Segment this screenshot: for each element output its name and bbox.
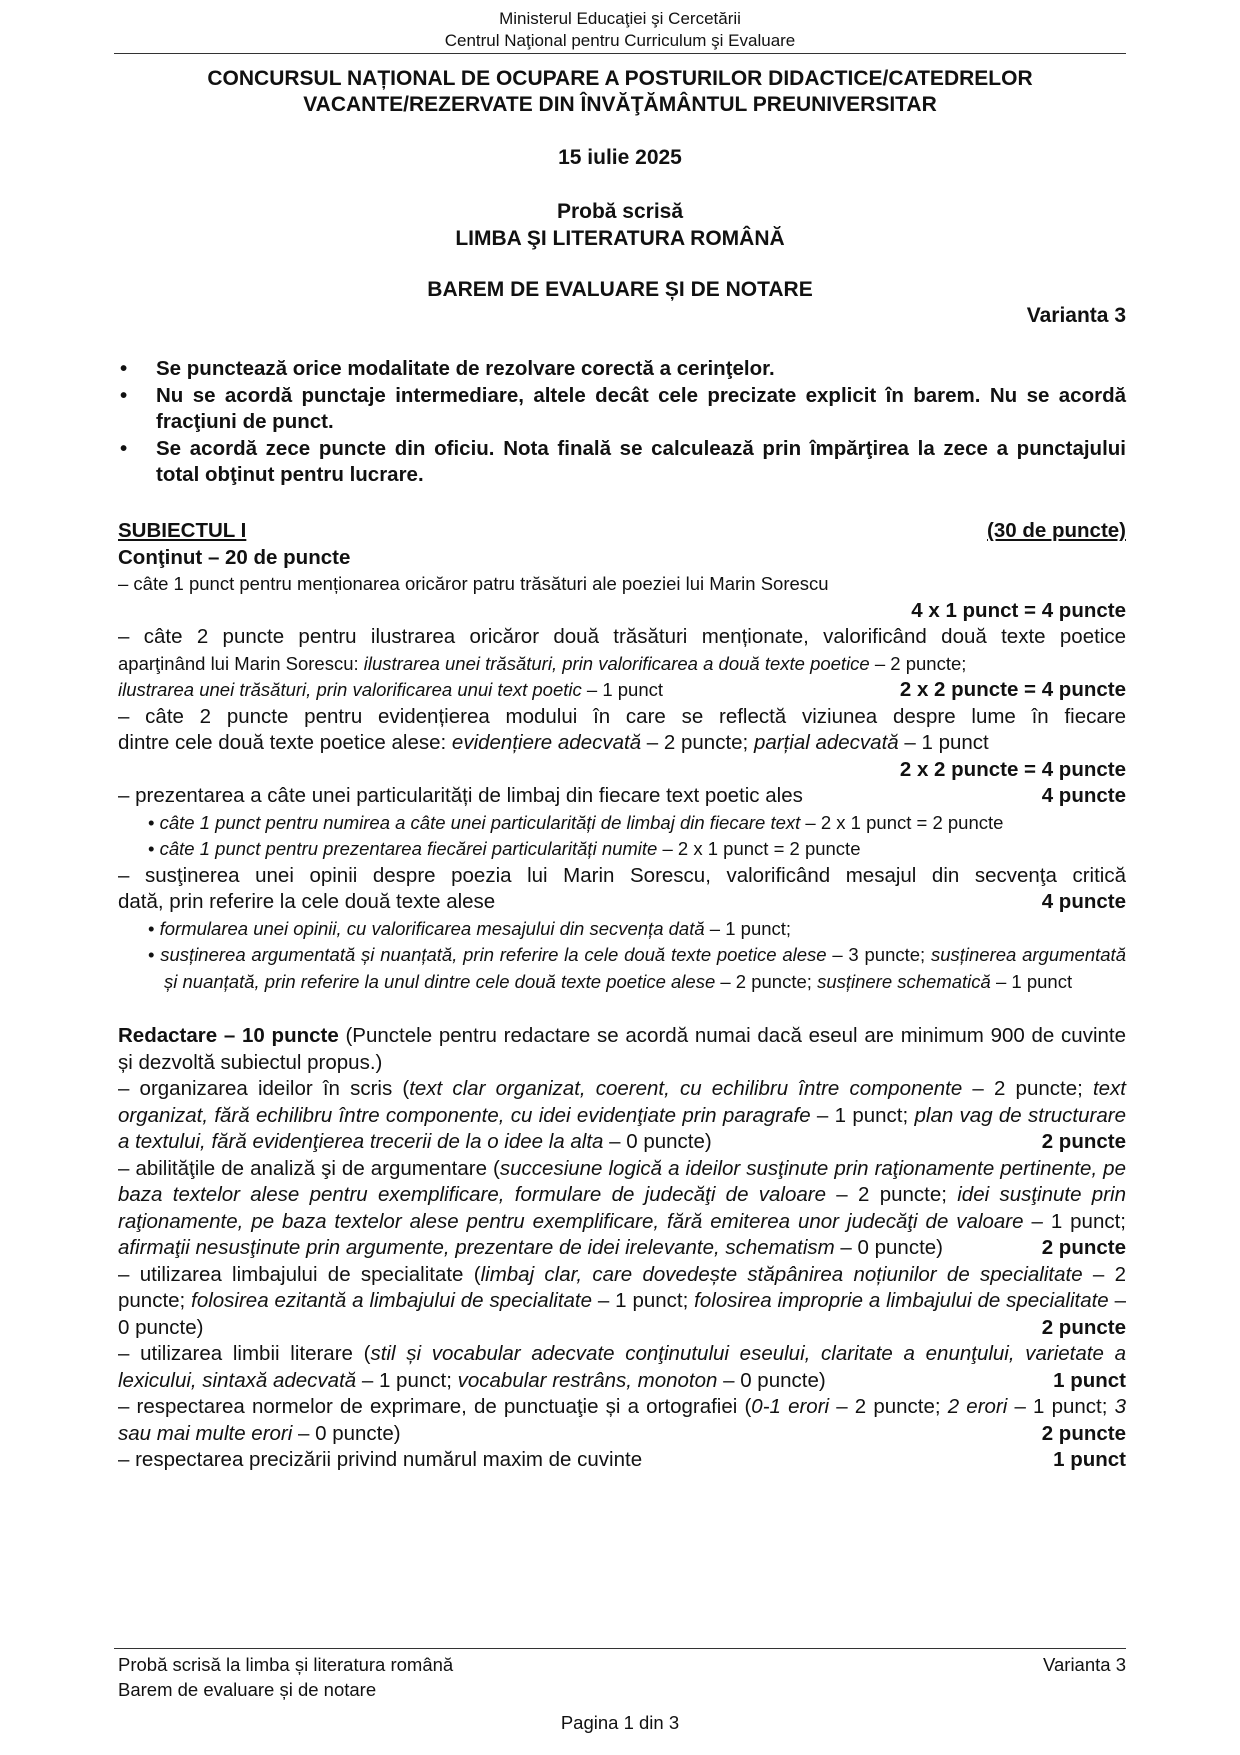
criterion-score: 4 puncte: [1041, 784, 1126, 807]
footer-rule: [114, 1648, 1126, 1649]
criterion-text: – organizarea ideilor în scris (text clar organizat, coerent, cu echilibru între componente – 2 puncte; text organizat, fără echilibru între componente, cu idei evidenţiate prin paragrafe – 1 punct; plan vag de structurare a textului, fără evidenţierea trecerii de la o idee la alta – 0 puncte): [118, 1077, 1126, 1153]
criterion-score: 1 punct: [1053, 1448, 1126, 1471]
exam-type: [114, 198, 1126, 252]
exam-date: 15 iulie 2025: [558, 146, 682, 169]
criterion-score: 2 x 2 puncte = 4 puncte: [899, 678, 1126, 701]
criterion-text: – câte 1 punct pentru menționarea oricăror patru trăsături ale poeziei lui Marin Sorescu: [118, 573, 829, 594]
variant-label: Varianta 3: [1026, 304, 1126, 327]
criterion-score: 1 punct: [1053, 1368, 1126, 1392]
criterion-text: – utilizarea limbii literare (stil și vocabular adecvate conţinutului eseului, claritate a enunţului, varietate a lexicului, sintaxă adecvată – 1 punct; vocabular restrâns, monoton – 0 puncte): [118, 1342, 1126, 1392]
footer-barem-name: Barem de evaluare și de notare: [118, 1679, 377, 1700]
bullet-icon: •: [120, 436, 128, 460]
subject-heading: [118, 518, 1126, 545]
subject-title: SUBIECTUL I: [118, 519, 247, 542]
criterion-text: dintre cele două texte poetice alese: evidențiere adecvată – 2 puncte; parțial adecvată – 1 punct: [118, 731, 989, 754]
title-line-1: CONCURSUL NAȚIONAL DE OCUPARE A POSTURILOR DIDACTICE/CATEDRELOR: [207, 67, 1033, 90]
header-rule: [114, 53, 1126, 54]
sub-criterion: • câte 1 punct pentru numirea a câte unei particularități de limbaj din fiecare text – 2 x 1 punct = 2 puncte: [148, 811, 1004, 833]
criterion-text: ilustrarea unei trăsături, prin valorificarea unui text poetic: [118, 679, 582, 700]
sub-criterion: • formularea unei opinii, cu valorificarea mesajului din secvența dată – 1 punct;: [148, 917, 792, 939]
criterion-score: 2 puncte: [1041, 1421, 1126, 1445]
criterion-score: 2 puncte: [1041, 1315, 1126, 1339]
criterion-text: aparţinând lui Marin Sorescu: ilustrarea unei trăsături, prin valorificarea a două texte poetice – 2 puncte;: [118, 652, 967, 674]
criterion-score: 2 puncte: [1041, 1130, 1126, 1153]
center-name: Centrul Naţional pentru Curriculum şi Evaluare: [444, 31, 796, 50]
rule-item: • Se acordă zece puncte din oficiu. Nota finală se calculează prin împărţirea la zece a punctajului total obţinut pentru lucrare.: [120, 436, 1126, 486]
exam-subject: LIMBA ŞI LITERATURA ROMÂNĂ: [455, 227, 785, 250]
criterion-text: – respectarea precizării privind numărul maxim de cuvinte: [118, 1448, 643, 1471]
criterion-score: 2 x 2 puncte = 4 puncte: [899, 757, 1126, 781]
criterion-score: 4 x 1 punct = 4 puncte: [911, 598, 1126, 622]
criterion-score: 4 puncte: [1041, 890, 1126, 913]
sub-criterion: • câte 1 punct pentru prezentarea fiecărei particularități numite – 2 x 1 punct = 2 puncte: [148, 838, 861, 859]
page-header: [114, 8, 1126, 52]
criterion-text: – susţinerea unei opinii despre poezia lui Marin Sorescu, valorificând mesajul din secvenţa critică: [118, 863, 1126, 887]
title-line-2: VACANTE/REZERVATE DIN ÎNVĂŢĂMÂNTUL PREUNIVERSITAR: [303, 93, 937, 116]
redactare-heading: Redactare – 10 puncte (Punctele pentru redactare se acordă numai dacă eseul are minimum 900 de cuvinte și dezvoltă subiectul propus.): [118, 1024, 1126, 1074]
footer-left: [118, 1652, 453, 1702]
criterion-text: – câte 2 puncte pentru ilustrarea oricăror două trăsături menționate, valorificând două texte poetice: [118, 625, 1126, 648]
criterion-text: – utilizarea limbajului de specialitate (limbaj clar, care dovedește stăpânirea noțiunilor de specialitate – 2 puncte; folosirea ezitantă a limbajului de specialitate – 1 punct; folosirea improprie a limbajului de specialitate – 0 puncte): [118, 1262, 1127, 1339]
subject-1-section: SUBIECTUL I (30 de puncte) Conţinut – 20 de puncte – câte 1 punct pentru menționarea oricăror patru trăsături ale poeziei lui Marin Sorescu 4 x 1 punct = 4 puncte – câte 2 puncte pentru ilustrarea oricăror două trăsături menționate, valorificând două texte poetice aparţinând lui Marin Sorescu: ilustrarea unei trăsături, prin valorificarea a două texte poetice – 2 puncte; ilustrarea unei trăsături, prin valorificarea unui text poetic – 1 punct 2 x 2 puncte = 4 puncte – câte 2 puncte pentru evidențierea modului în care se reflectă viziunea despre lume în fiecare dintre cele două texte poetice alese: evidențiere adecvată – 2 puncte; parțial adecvată – 1 punct 2 x 2 puncte = 4 puncte – prezentarea a câte unei particularități de limbaj din fiecare text poetic ales 4 puncte • câte 1 punct pentru numirea a câte unei particularități de limbaj din fiecare text – 2 x 1 punct = 2 puncte • câte 1 punct pentru prezentarea fiecărei particularități numite – 2 x 1 punct = 2 puncte – susţinerea unei opinii despre poezia lui Marin Sorescu, valorificând mesajul din secvenţa critică dată, prin referire la cele două texte alese 4 puncte • formularea unei opinii, cu valorificarea mesajului din secvența dată – 1 punct; • susținerea argumentată și nuanțată, prin referire la cele două texte poetice alese – 3 puncte; susținerea argumentată și nuanțată, prin referire la unul dintre cele două texte poetice alese – 2 puncte; susținere schematică – 1 punct Redactare – 10 puncte (Punctele pentru redactare se acordă numai dacă eseul are minimum 900 de cuvinte și dezvoltă subiectul propus.) – organizarea ideilor în scris (text clar organizat, coerent, cu echilibru între componente – 2 puncte; text organizat, fără echilibru între componente, cu idei evidenţiate prin paragrafe – 1 punct; plan vag de structurare a textului, fără evidenţierea trecerii de la o idee la alta – 0 puncte) 2 puncte – abilităţile de analiză şi de argumentare (succesiune logică a ideilor susţinute prin raţionamente pertinente, pe baza textelor alese pentru exemplificare, formulare de judecăţi de valoare – 2 puncte; idei susţinute prin raţionamente, pe baza textelor alese pentru exemplificare, fără emiterea unor judecăţi de valoare – 1 punct; afirmaţii nesusţinute prin argumente, prezentare de idei irelevante, schematism – 0 puncte) 2 puncte – utilizarea limbajului de specialitate (limbaj clar, care dovedește stăpânirea noțiunilor de specialitate – 2 puncte; folosirea ezitantă a limbajului de specialitate – 1 punct; folosirea improprie a limbajului de specialitate – 0 puncte) 2 puncte – utilizarea limbii literare (stil și vocabular adecvate conţinutului eseului, claritate a enunţului, varietate a lexicului, sintaxă adecvată – 1 punct; vocabular restrâns, monoton – 0 puncte) 1 punct – respectarea normelor de exprimare, de punctuaţie și a ortografiei (0-1 erori – 2 puncte; 2 erori – 1 punct; 3 sau mai multe erori – 0 puncte) 2 puncte – respectarea precizării privind numărul maxim de cuvinte 1 punct: [118, 518, 1126, 1474]
criterion-score: 2 puncte: [1041, 1236, 1126, 1259]
ministry-name: Ministerul Educaţiei şi Cercetării: [499, 9, 741, 28]
criterion-text: – abilităţile de analiză şi de argumentare (succesiune logică a ideilor susţinute prin raţionamente pertinente, pe baza textelor alese pentru exemplificare, formulare de judecăţi de valoare – 2 puncte; idei susţinute prin raţionamente, pe baza textelor alese pentru exemplificare, fără emiterea unor judecăţi de valoare – 1 punct; afirmaţii nesusţinute prin argumente, prezentare de idei irelevante, schematism – 0 puncte): [118, 1156, 1126, 1259]
page-number: Pagina 1 din 3: [560, 1712, 680, 1733]
criterion-text: dată, prin referire la cele două texte alese: [118, 890, 496, 913]
barem-title: BAREM DE EVALUARE ȘI DE NOTARE: [427, 278, 813, 301]
footer-variant: Varianta 3: [1043, 1654, 1126, 1675]
footer-exam-name: Probă scrisă la limba și literatura română: [118, 1654, 454, 1675]
document-title: [114, 66, 1126, 118]
sub-criterion: • susținerea argumentată și nuanțată, prin referire la cele două texte poetice alese – 3 puncte; susținerea argumentată și nuanțată, prin referire la unul dintre cele două texte poetice alese – 2 puncte; susținere schematică – 1 punct: [148, 944, 1126, 992]
rule-item: • Se punctează orice modalitate de rezolvare corectă a cerinţelor.: [120, 356, 1126, 383]
rule-item: • Nu se acordă punctaje intermediare, altele decât cele precizate explicit în barem. Nu se acordă fracţiuni de punct.: [120, 383, 1126, 433]
exam-type-label: Probă scrisă: [556, 200, 684, 223]
subject-points: (30 de puncte): [987, 519, 1126, 542]
content-heading: Conţinut – 20 de puncte: [118, 545, 351, 569]
bullet-icon: •: [120, 383, 128, 407]
criterion-text: – respectarea normelor de exprimare, de punctuaţie și a ortografiei (0-1 erori – 2 puncte; 2 erori – 1 punct; 3 sau mai multe erori – 0 puncte): [118, 1395, 1126, 1445]
general-rules: [120, 356, 1126, 489]
criterion-text: – prezentarea a câte unei particularități de limbaj din fiecare text poetic ales: [118, 784, 803, 807]
criterion-text: – câte 2 puncte pentru evidențierea modului în care se reflectă viziunea despre lume în fiecare: [118, 704, 1126, 728]
bullet-icon: •: [120, 357, 128, 380]
